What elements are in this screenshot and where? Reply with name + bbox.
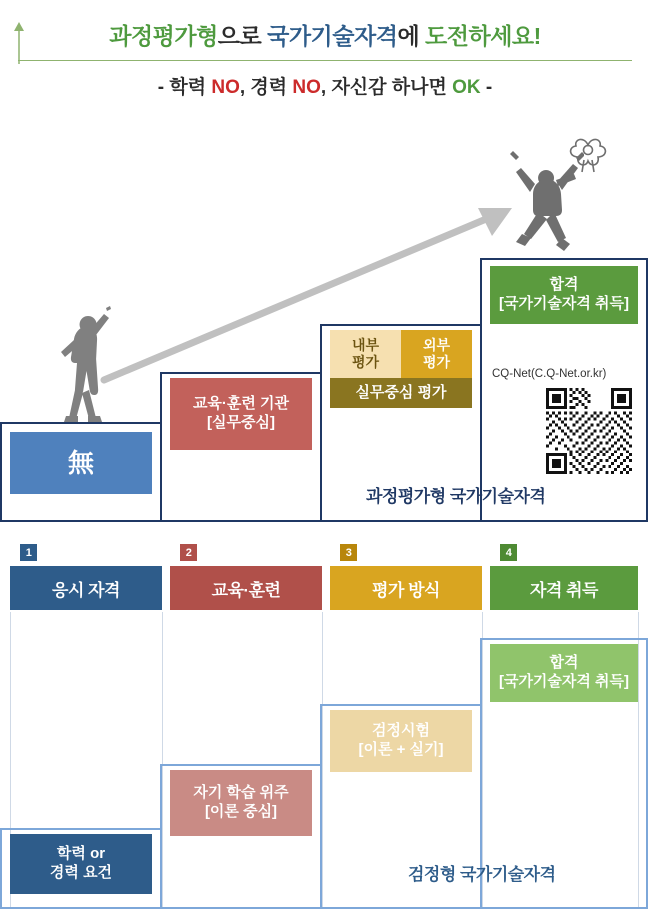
- upper-step1-box: [10, 432, 152, 494]
- band-label-2: 교육·훈련: [211, 580, 281, 600]
- lower-step1-line2: 경력 요건: [49, 864, 113, 881]
- title-seg-5: 도전하세요!: [425, 23, 541, 49]
- lower-step3-line1: 검정시험: [372, 722, 430, 740]
- lower-step1-line1: 학력 or: [56, 845, 106, 863]
- band-cell-4[interactable]: [490, 546, 638, 610]
- upper-step3-internal-line1: 내부: [351, 336, 380, 353]
- qr-code: [546, 388, 632, 474]
- band-label-1: 응시 자격: [52, 580, 120, 600]
- lower-diagram: [0, 612, 650, 909]
- upper-caption: 과정평가형 국가기술자격: [366, 487, 546, 506]
- upper-step4-box: [490, 266, 638, 324]
- lower-step2-box: [170, 770, 312, 836]
- title-seg-2: 으로: [217, 23, 268, 49]
- flower-icon: [568, 132, 608, 174]
- step-band: [0, 546, 650, 610]
- upper-step3-internal-line2: 평가: [351, 354, 380, 370]
- lower-step4-box: [490, 644, 638, 702]
- upper-step4-line1: 합격: [549, 276, 579, 294]
- lower-step2-line1: 자기 학습 위주: [193, 784, 289, 802]
- upper-step1-label: 無: [67, 447, 94, 478]
- lower-step4-line2: [국가기술자격 취득]: [498, 673, 630, 690]
- band-label-4: 자격 취득: [530, 580, 598, 600]
- lower-caption: 검정형 국가기술자격: [408, 865, 556, 884]
- header-divider: [18, 60, 632, 61]
- band-number-3: 3: [340, 544, 357, 561]
- subtitle-seg-1: - 학력: [157, 77, 212, 98]
- page-subtitle: [0, 72, 650, 99]
- upper-diagram: [0, 110, 650, 522]
- upper-step2-box: [170, 378, 312, 450]
- band-cell-2[interactable]: [170, 546, 322, 610]
- lower-step3-box: [330, 710, 472, 772]
- subtitle-ok: OK: [452, 77, 481, 98]
- lower-step3-line2: [이론 + 실기]: [358, 741, 444, 758]
- subtitle-no-1: NO: [211, 77, 240, 98]
- upper-step2-line1: 교육·훈련 기관: [192, 395, 290, 413]
- upper-step3-external-line2: 평가: [422, 354, 451, 370]
- upper-step3-external-box: [401, 330, 472, 378]
- subtitle-seg-3: , 자신감 하나면: [320, 77, 453, 98]
- title-seg-3: 국가기술자격: [267, 23, 398, 49]
- upper-step3-bottom-box: [330, 378, 472, 408]
- lower-step4-line1: 합격: [549, 654, 579, 672]
- title-seg-1: 과정평가형: [109, 23, 218, 49]
- upper-step3-bottom-label: 실무중심 평가: [355, 383, 447, 401]
- upper-step4-line2: [국가기술자격 취득]: [498, 295, 630, 312]
- title-seg-4: 에: [397, 23, 426, 49]
- band-label-3: 평가 방식: [372, 580, 440, 600]
- page-title: [0, 18, 650, 51]
- subtitle-seg-4: -: [480, 77, 493, 98]
- upper-step3-external-line1: 외부: [422, 336, 451, 353]
- lower-step2-line2: [이론 중심]: [204, 803, 278, 820]
- subtitle-seg-2: , 경력: [239, 77, 293, 98]
- subtitle-no-2: NO: [292, 77, 321, 98]
- upper-step3-internal-box: [330, 330, 401, 378]
- lower-step1-box: [10, 834, 152, 894]
- upper-step2-line2: [실무중심]: [207, 414, 275, 431]
- band-cell-1[interactable]: [10, 546, 162, 610]
- band-number-4: 4: [500, 544, 517, 561]
- band-number-2: 2: [180, 544, 197, 561]
- band-cell-3[interactable]: [330, 546, 482, 610]
- cqnet-label: CQ-Net(C.Q-Net.or.kr): [492, 368, 607, 380]
- band-number-1: 1: [20, 544, 37, 561]
